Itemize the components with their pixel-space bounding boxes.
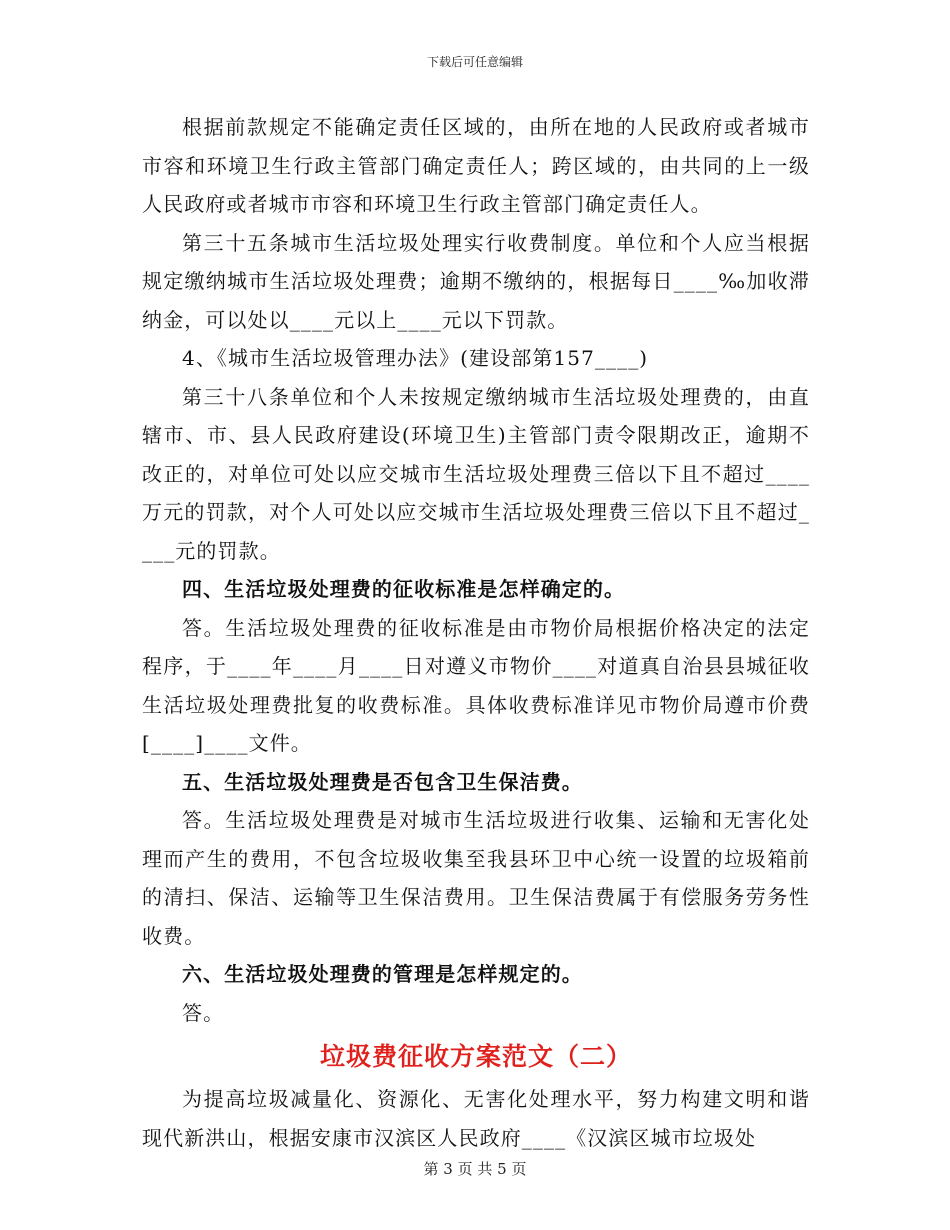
paragraph-intro-part-2: 为提高垃圾减量化、资源化、无害化处理水平，努力构建文明和谐现代新洪山，根据安康市汉滨区人民政府____《汉滨区城市垃圾处 <box>142 1087 810 1150</box>
answer-5: 答。生活垃圾处理费是对城市生活垃圾进行收集、运输和无害化处理而产生的费用，不包含垃圾收集至我县环卫中心统一设置的垃圾箱前的清扫、保洁、运输等卫生保洁费用。卫生保洁费属于有偿服务劳务性收费。 <box>142 808 810 948</box>
question-heading-5: 五、生活垃圾处理费是否包含卫生保洁费。 <box>182 769 583 794</box>
question-heading-6: 六、生活垃圾处理费的管理是怎样规定的。 <box>182 962 583 986</box>
section-title: 垃圾费征收方案范文（二） <box>319 1042 632 1071</box>
paragraph-regulation-4: 4、《城市生活垃圾管理办法》(建设部第157____) <box>182 346 649 370</box>
header-note: 下载后可任意编辑 <box>426 55 523 69</box>
paragraph-responsibility: 根据前款规定不能确定责任区域的，由所在地的人民政府或者城市市容和环境卫生行政主管部门确定责任人；跨区域的，由共同的上一级人民政府或者城市市容和环境卫生行政主管部门确定责任人。 <box>142 115 810 216</box>
document-body <box>142 108 810 1157</box>
answer-4: 答。生活垃圾处理费的征收标准是由市物价局根据价格决定的法定程序，于____年____月____日对遵义市物价____对道真自治县县城征收生活垃圾处理费批复的收费标准。具体收费标准详见市物价局遵市价费[____]____文件。 <box>142 615 810 755</box>
answer-6: 答。 <box>182 1000 225 1025</box>
paragraph-article-35: 第三十五条城市生活垃圾处理实行收费制度。单位和个人应当根据规定缴纳城市生活垃圾处理费；逾期不缴纳的，根据每日____‰加收滞纳金，可以处以____元以上____元以下罚款。 <box>142 230 810 332</box>
question-heading-4: 四、生活垃圾处理费的征收标准是怎样确定的。 <box>182 577 626 601</box>
paragraph-article-38: 第三十八条单位和个人未按规定缴纳城市生活垃圾处理费的，由直辖市、市、县人民政府建设(环境卫生)主管部门责令限期改正，逾期不改正的，对单位可处以应交城市生活垃圾处理费三倍以下且不超过____万元的罚款，对个人可处以应交城市生活垃圾处理费三倍以下且不超过____元的罚款。 <box>142 384 810 563</box>
page-number: 第 3 页 共 5 页 <box>423 1160 527 1178</box>
